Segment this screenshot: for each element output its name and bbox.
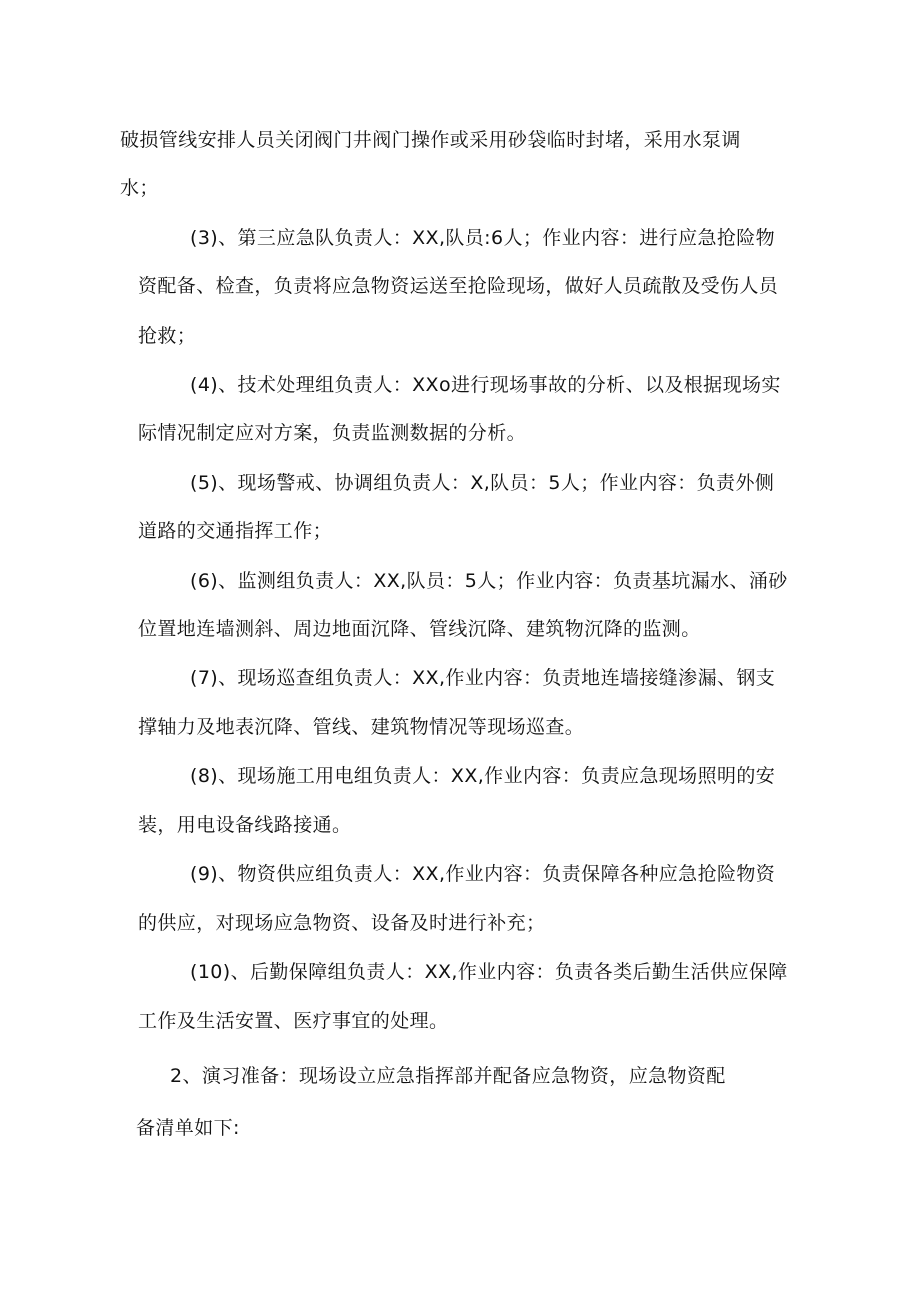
intro-line-1: 破损管线安排人员关闭阀门井阀门操作或采用砂袋临时封堵，采用水泵调 — [120, 129, 741, 151]
item-3-line-3: 抢救； — [138, 325, 197, 347]
item-5-line-1: (5)、现场警戒、协调组负责人：X,队员：5人；作业内容：负责外侧 — [190, 472, 775, 494]
intro-line-2: 水； — [120, 177, 159, 199]
item-7-line-2: 撑轴力及地表沉降、管线、建筑物情况等现场巡查。 — [138, 716, 585, 738]
item-4-line-2: 际情况制定应对方案，负责监测数据的分析。 — [138, 422, 527, 444]
section-2-line-1: 2、演习准备：现场设立应急指挥部并配备应急物资，应急物资配 — [170, 1065, 726, 1087]
item-10-line-1: (10)、后勤保障组负责人：XX,作业内容：负责各类后勤生活供应保障 — [190, 961, 788, 983]
item-3-line-2: 资配备、检查，负责将应急物资运送至抢险现场，做好人员疏散及受伤人员 — [138, 275, 779, 297]
item-5-line-2: 道路的交通指挥工作； — [138, 520, 333, 542]
item-6-line-1: (6)、监测组负责人：XX,队员：5人；作业内容：负责基坑漏水、涌砂 — [190, 570, 788, 592]
item-9-line-2: 的供应，对现场应急物资、设备及时进行补充； — [138, 912, 546, 934]
item-4-line-1: (4)、技术处理组负责人：XXo进行现场事故的分析、以及根据现场实 — [190, 374, 781, 396]
item-8-line-1: (8)、现场施工用电组负责人：XX,作业内容：负责应急现场照明的安 — [190, 765, 776, 787]
section-2-line-2: 备清单如下: — [136, 1117, 240, 1139]
item-6-line-2: 位置地连墙测斜、周边地面沉降、管线沉降、建筑物沉降的监测。 — [138, 618, 701, 640]
item-8-line-2: 装，用电设备线路接通。 — [138, 814, 352, 836]
item-3-line-1: (3)、第三应急队负责人：XX,队员:6人；作业内容：进行应急抢险物 — [190, 227, 776, 249]
item-9-line-1: (9)、物资供应组负责人：XX,作业内容：负责保障各种应急抢险物资 — [190, 863, 776, 885]
item-10-line-2: 工作及生活安置、医疗事宜的处理。 — [138, 1010, 449, 1032]
item-7-line-1: (7)、现场巡查组负责人：XX,作业内容：负责地连墙接缝渗漏、钢支 — [190, 667, 776, 689]
